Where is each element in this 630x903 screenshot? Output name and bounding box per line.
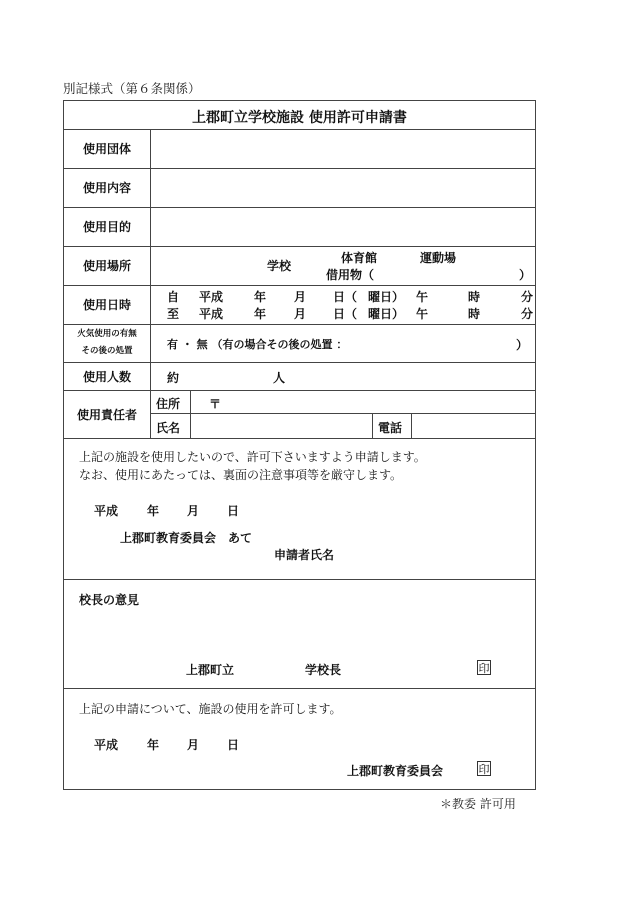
title-row bbox=[64, 101, 535, 130]
responsible-sub-divider bbox=[190, 390, 191, 438]
datetime-from-year: 年 bbox=[254, 290, 267, 304]
datetime-from-hour: 時 bbox=[468, 290, 481, 304]
responsible-divider bbox=[150, 413, 535, 414]
application-addressee: 上郡町教育委員会 あて bbox=[120, 531, 253, 545]
form-header-note: 別記様式（第６条関係） bbox=[63, 81, 201, 96]
datetime-to-minute: 分 bbox=[521, 307, 534, 321]
permission-era: 平成 bbox=[94, 738, 119, 752]
datetime-from-era: 平成 bbox=[199, 290, 224, 304]
phone-left-divider bbox=[372, 413, 373, 438]
permission-board: 上郡町教育委員会 bbox=[347, 764, 444, 778]
row-group bbox=[64, 129, 535, 169]
place-field: 運動場 bbox=[420, 251, 457, 265]
row-purpose bbox=[64, 207, 535, 247]
datetime-to-day: 日（ bbox=[333, 307, 358, 321]
permission-seal: 印 bbox=[478, 763, 490, 776]
responsible-name-label: 氏名 bbox=[156, 421, 181, 435]
row-fire bbox=[64, 324, 535, 363]
application-form bbox=[63, 100, 536, 790]
datetime-to-ampm: 午 bbox=[416, 307, 429, 321]
datetime-to-year: 年 bbox=[254, 307, 267, 321]
datetime-to-month: 月 bbox=[294, 307, 307, 321]
datetime-to: 至 bbox=[167, 307, 180, 321]
label-purpose: 使用目的 bbox=[64, 207, 151, 246]
application-day: 日 bbox=[227, 504, 240, 518]
people-unit: 人 bbox=[273, 371, 286, 385]
label-responsible: 使用責任者 bbox=[64, 390, 151, 438]
principal-town: 上郡町立 bbox=[186, 663, 235, 677]
datetime-from: 自 bbox=[167, 290, 180, 304]
fire-close: ） bbox=[516, 338, 529, 352]
datetime-from-day: 日（ bbox=[333, 290, 358, 304]
place-borrowed-close: ） bbox=[519, 268, 532, 282]
people-about: 約 bbox=[167, 371, 180, 385]
row-place bbox=[64, 246, 535, 286]
datetime-from-minute: 分 bbox=[521, 290, 534, 304]
application-year: 年 bbox=[147, 504, 160, 518]
label-place: 使用場所 bbox=[64, 246, 151, 285]
datetime-from-ampm: 午 bbox=[416, 290, 429, 304]
application-section bbox=[64, 438, 535, 580]
application-era: 平成 bbox=[94, 504, 119, 518]
permission-text: 上記の申請について、施設の使用を許可します。 bbox=[79, 702, 342, 716]
permission-month: 月 bbox=[187, 738, 200, 752]
place-school: 学校 bbox=[267, 259, 292, 273]
principal-seal: 印 bbox=[478, 662, 490, 675]
row-people bbox=[64, 362, 535, 391]
label-fire-line2: その後の処置 bbox=[81, 346, 133, 356]
responsible-phone-label: 電話 bbox=[378, 421, 403, 435]
application-line1: 上記の施設を使用したいので、許可下さいますよう申請します。 bbox=[79, 450, 426, 464]
principal-title: 学校長 bbox=[305, 663, 342, 677]
principal-opinion-label: 校長の意見 bbox=[79, 593, 140, 607]
permission-day: 日 bbox=[227, 738, 240, 752]
phone-right-divider bbox=[411, 413, 412, 438]
datetime-to-weekday: 曜日） bbox=[368, 307, 405, 321]
row-datetime bbox=[64, 285, 535, 325]
label-datetime: 使用日時 bbox=[64, 285, 151, 324]
label-people: 使用人数 bbox=[64, 362, 151, 390]
row-content bbox=[64, 168, 535, 208]
row-responsible bbox=[64, 390, 535, 439]
application-month: 月 bbox=[187, 504, 200, 518]
application-line2: なお、使用にあたっては、裏面の注意事項等を厳守します。 bbox=[79, 468, 403, 482]
applicant-name-label: 申請者氏名 bbox=[274, 548, 335, 562]
place-borrowed: 借用物（ bbox=[326, 268, 375, 282]
postal-mark: 〒 bbox=[209, 397, 222, 411]
fire-text: 有 ・ 無 （有の場合その後の処置 ： bbox=[167, 338, 348, 351]
responsible-address-label: 住所 bbox=[156, 397, 181, 411]
label-fire bbox=[64, 324, 151, 362]
datetime-from-weekday: 曜日） bbox=[368, 290, 405, 304]
datetime-from-month: 月 bbox=[294, 290, 307, 304]
place-gym: 体育館 bbox=[341, 251, 378, 265]
label-group: 使用団体 bbox=[64, 129, 151, 168]
datetime-to-era: 平成 bbox=[199, 307, 224, 321]
label-content: 使用内容 bbox=[64, 168, 151, 207]
form-title: 上郡町立学校施設 使用許可申請書 bbox=[192, 110, 407, 126]
permission-year: 年 bbox=[147, 738, 160, 752]
footer-note: ＊教委 許可用 bbox=[440, 797, 516, 811]
principal-section bbox=[64, 579, 535, 689]
label-fire-line1: 火気使用の有無 bbox=[77, 329, 137, 339]
permission-section bbox=[64, 688, 535, 791]
datetime-to-hour: 時 bbox=[468, 307, 481, 321]
